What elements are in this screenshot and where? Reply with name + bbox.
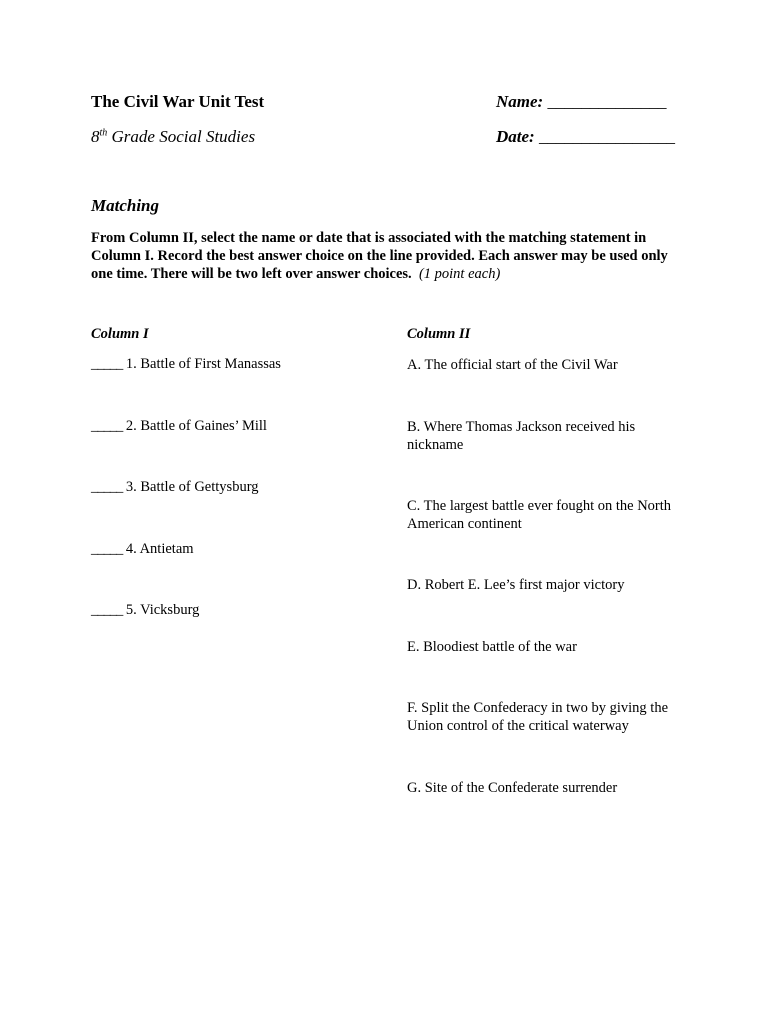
answer-choice-b: B. Where Thomas Jackson received his nickname [407, 419, 636, 453]
date-label: Date: [496, 127, 535, 146]
question-2-text: 2. Battle of Gaines’ Mill [122, 418, 267, 434]
question-2 [91, 418, 267, 435]
answer-choice-e: E. Bloodiest battle of the war [407, 639, 577, 655]
date-blank: ________________ [534, 127, 675, 146]
points-note: (1 point each) [418, 266, 501, 282]
subtitle-text: Grade Social Studies [107, 127, 256, 146]
answer-blank-3[interactable]: _____ [91, 479, 123, 495]
test-title: The Civil War Unit Test [91, 92, 265, 111]
instructions-text: From Column II, select the name or date that is associated with the matching statement in Column I. Record the best answer choice on the line provided. Each answer may be used only one time. There will be two left over answer choices. [91, 230, 668, 282]
question-5 [91, 602, 199, 619]
answer-choice-f: F. Split the Confederacy in two by giving the Union control of the critical waterway [407, 700, 669, 734]
section-heading: Matching [91, 196, 160, 215]
test-subtitle [91, 127, 255, 147]
instructions [91, 229, 681, 283]
question-3 [91, 479, 259, 496]
answer-choice-a: A. The official start of the Civil War [407, 357, 618, 373]
name-field[interactable] [496, 92, 666, 112]
answer-blank-1[interactable]: _____ [91, 356, 123, 372]
grade-number: 8 [91, 127, 100, 146]
question-4 [91, 541, 194, 558]
name-blank: ______________ [543, 92, 667, 111]
question-4-text: 4. Antietam [122, 541, 194, 557]
column-1-header: Column I [91, 326, 149, 342]
question-3-text: 3. Battle of Gettysburg [122, 479, 259, 495]
column-2-header: Column II [407, 326, 471, 342]
answer-choice-d: D. Robert E. Lee’s first major victory [407, 577, 625, 593]
answer-choice-c: C. The largest battle ever fought on the North American continent [407, 498, 672, 532]
name-label: Name: [496, 92, 544, 111]
date-field[interactable] [496, 127, 675, 147]
question-5-text: 5. Vicksburg [122, 602, 200, 618]
grade-suffix: th [99, 127, 108, 139]
question-1-text: 1. Battle of First Manassas [122, 356, 281, 372]
answer-blank-4[interactable]: _____ [91, 541, 123, 557]
answer-choice-g: G. Site of the Confederate surrender [407, 780, 618, 796]
question-1 [91, 356, 281, 373]
answer-blank-5[interactable]: _____ [91, 602, 123, 618]
answer-blank-2[interactable]: _____ [91, 418, 123, 434]
